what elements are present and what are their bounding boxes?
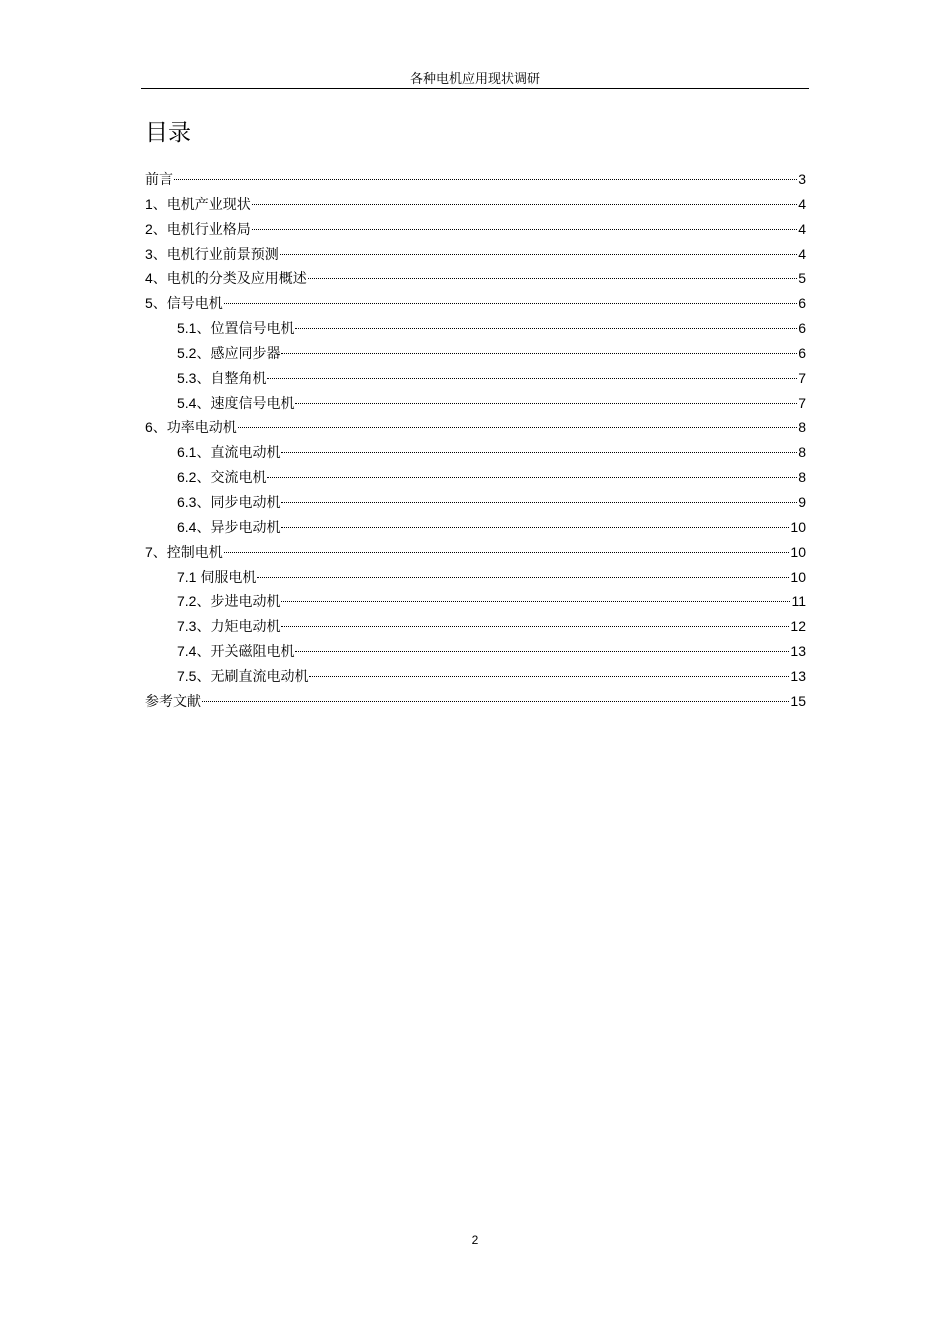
- toc-dot-leader: [252, 229, 797, 230]
- toc-entry-label: 5.2、感应同步器: [177, 344, 281, 361]
- toc-entry-page: 8: [798, 469, 806, 486]
- toc-entry-page: 9: [798, 493, 806, 510]
- toc-entry-page: 11: [791, 593, 806, 610]
- toc-dot-leader: [224, 303, 797, 304]
- toc-entry-label: 5、信号电机: [145, 295, 223, 312]
- toc-entry[interactable]: [145, 391, 806, 416]
- toc-dot-leader: [257, 577, 789, 578]
- toc-entry-page: 7: [798, 394, 806, 411]
- toc-entry-label: 前言: [145, 171, 173, 187]
- toc-entry-page: 10: [790, 518, 806, 535]
- toc-dot-leader: [295, 403, 797, 404]
- toc-entry-label: 7、控制电机: [145, 543, 223, 560]
- toc-entry[interactable]: [145, 614, 806, 639]
- toc-entry-label: 6、功率电动机: [145, 419, 237, 436]
- toc-entry-label: 7.3、力矩电动机: [177, 618, 281, 635]
- toc-entry[interactable]: [145, 639, 806, 664]
- toc-entry[interactable]: [145, 192, 806, 217]
- toc-entry-page: 12: [790, 618, 806, 635]
- toc-dot-leader: [308, 278, 797, 279]
- toc-entry[interactable]: [145, 515, 806, 540]
- toc-entry-page: 3: [798, 171, 806, 187]
- toc-dot-leader: [281, 626, 789, 627]
- toc-entry[interactable]: [145, 565, 806, 590]
- toc-entry-page: 6: [798, 320, 806, 337]
- toc-dot-leader: [295, 328, 797, 329]
- toc-entry[interactable]: [145, 217, 806, 242]
- toc-entry-label: 5.1、位置信号电机: [177, 320, 295, 337]
- toc-entry-label: 6.1、直流电动机: [177, 444, 281, 461]
- toc-dot-leader: [267, 477, 797, 478]
- toc-dot-leader: [295, 651, 789, 652]
- toc-dot-leader: [174, 179, 797, 180]
- toc-entry-label: 参考文献: [145, 692, 201, 709]
- toc-entry[interactable]: [145, 689, 806, 714]
- toc-entry-page: 4: [798, 195, 806, 212]
- header-rule: [141, 88, 809, 89]
- toc-dot-leader: [280, 254, 797, 255]
- toc-dot-leader: [281, 601, 790, 602]
- toc-entry[interactable]: [145, 242, 806, 267]
- toc-dot-leader: [309, 676, 789, 677]
- toc-dot-leader: [238, 427, 797, 428]
- toc-entry-page: 6: [798, 295, 806, 312]
- toc-entry-page: 6: [798, 344, 806, 361]
- toc-entry-label: 6.3、同步电动机: [177, 493, 281, 510]
- toc-entry-label: 7.5、无刷直流电动机: [177, 667, 309, 684]
- toc-entry-label: 7.2、步进电动机: [177, 593, 281, 610]
- toc-entry[interactable]: [145, 341, 806, 366]
- toc-entry-page: 4: [798, 220, 806, 237]
- page-number: 2: [471, 1233, 479, 1247]
- toc-entry-page: 15: [790, 692, 806, 709]
- toc-entry-label: 6.4、异步电动机: [177, 518, 281, 535]
- toc-entry-label: 4、电机的分类及应用概述: [145, 270, 307, 287]
- toc-entry-page: 13: [790, 667, 806, 684]
- toc-entry[interactable]: [145, 589, 806, 614]
- toc-entry-label: 1、电机产业现状: [145, 195, 251, 212]
- toc-entry-label: 7.4、开关磁阻电机: [177, 643, 295, 660]
- toc-entry[interactable]: [145, 415, 806, 440]
- toc-dot-leader: [267, 378, 797, 379]
- toc-entry-page: 13: [790, 643, 806, 660]
- toc-entry-page: 10: [790, 568, 806, 585]
- toc-dot-leader: [281, 527, 789, 528]
- toc-entry[interactable]: [145, 465, 806, 490]
- toc-entry[interactable]: [145, 167, 806, 192]
- toc-dot-leader: [281, 353, 797, 354]
- toc-entry-label: 7.1 伺服电机: [177, 568, 257, 585]
- toc-entry[interactable]: [145, 291, 806, 316]
- toc-entry-page: 7: [798, 369, 806, 386]
- toc-entry[interactable]: [145, 366, 806, 391]
- toc-entry[interactable]: [145, 316, 806, 341]
- toc-entry-page: 4: [798, 245, 806, 262]
- running-header: 各种电机应用现状调研: [409, 72, 540, 87]
- toc-entry-page: 10: [790, 543, 806, 560]
- toc-entry-label: 5.4、速度信号电机: [177, 394, 295, 411]
- toc-entry[interactable]: [145, 266, 806, 291]
- toc-dot-leader: [281, 452, 797, 453]
- table-of-contents: [145, 167, 806, 714]
- toc-dot-leader: [224, 552, 790, 553]
- toc-dot-leader: [202, 701, 789, 702]
- toc-dot-leader: [252, 204, 797, 205]
- toc-entry-label: 2、电机行业格局: [145, 220, 251, 237]
- toc-entry-page: 8: [798, 419, 806, 436]
- toc-entry-label: 5.3、自整角机: [177, 369, 267, 386]
- toc-entry-page: 8: [798, 444, 806, 461]
- toc-entry[interactable]: [145, 664, 806, 689]
- toc-entry[interactable]: [145, 440, 806, 465]
- toc-entry[interactable]: [145, 490, 806, 515]
- toc-entry-label: 3、电机行业前景预测: [145, 245, 279, 262]
- toc-entry-label: 6.2、交流电机: [177, 469, 267, 486]
- toc-entry[interactable]: [145, 540, 806, 565]
- toc-title: 目录: [145, 120, 191, 146]
- toc-dot-leader: [281, 502, 797, 503]
- toc-entry-page: 5: [798, 270, 806, 287]
